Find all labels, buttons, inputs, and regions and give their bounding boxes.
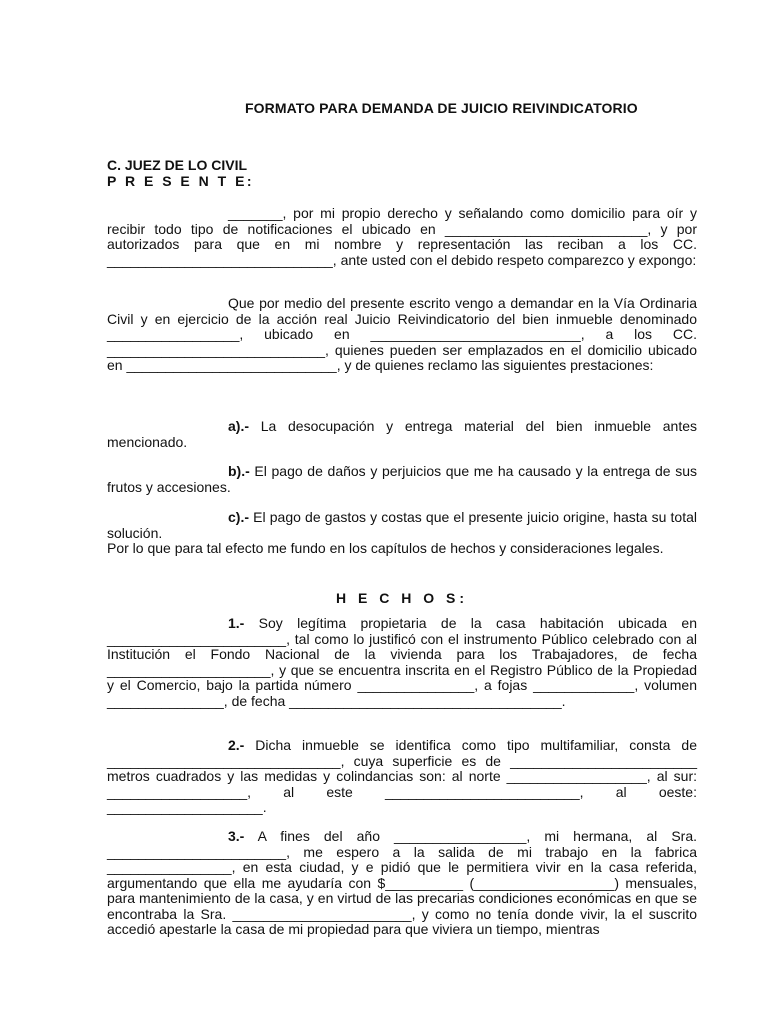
prestacion-c: [107, 510, 697, 541]
hecho-3: [107, 829, 697, 938]
fundamento-paragraph: Por lo que para tal efecto me fundo en los capítulos de hechos y consideraciones legales.: [107, 540, 664, 556]
addressee: C. JUEZ DE LO CIVIL: [107, 157, 248, 173]
demand-paragraph: Que por medio del presente escrito vengo a demandar en la Vía Ordinaria Civil y en ejercicio de la acción real Juicio Reivindicatorio del bien inmueble denominado _________________, ubicado en ___________________________, a los CC. ____________________________, quienes pueden ser emplazados en el domicilio ubicado en ___________________________, y de quienes reclamo las siguientes prestaciones:: [107, 295, 697, 373]
hecho-text: Soy legítima propietaria de la casa habitación ubicada en _______________________, tal como lo justificó con el instrumento Público celebrado con al Institución el Fondo Nacional de la vivienda para los Trabajadores, de fecha _____________________, y que se encuentra inscrita en el Registro Público de la Propiedad y el Comercio, bajo la partida número _______________, a fojas _____________, volumen _______________, de fecha ___________________________________.: [107, 615, 697, 709]
hecho-1: [107, 616, 697, 709]
prestacion-text: El pago de gastos y costas que el presente juicio origine, hasta su total solución.: [107, 509, 697, 541]
prestacion-label: a).-: [228, 418, 249, 434]
hecho-label: 3.-: [228, 828, 245, 844]
prestacion-label: c).-: [228, 509, 249, 525]
prestacion-a: [107, 419, 697, 450]
prestacion-label: b).-: [228, 463, 250, 479]
document-title: FORMATO PARA DEMANDA DE JUICIO REIVINDICATORIO: [245, 100, 638, 116]
prestacion-text: El pago de daños y perjuicios que me ha causado y la entrega de sus frutos y accesiones.: [107, 463, 697, 495]
hecho-text: Dicha inmueble se identifica como tipo multifamiliar, consta de ______________________________, cuya superficie es de ________________________ metros cuadrados y las medidas y colindancias son: al norte __________________, al sur: __________________, al este _________________________, al oeste: ____________________.: [107, 737, 697, 815]
hecho-label: 2.-: [228, 737, 245, 753]
intro-paragraph: _______, por mi propio derecho y señalando como domicilio para oír y recibir todo tipo de notificaciones el ubicado en __________________________, y por autorizados para que en mi nombre y representación las reciban a los CC. _____________________________, ante usted con el debido respeto comparezco y expongo:: [107, 205, 697, 268]
hechos-heading: H E C H O S:: [335, 590, 468, 606]
presente-heading: P R E S E N T E:: [107, 173, 255, 189]
prestacion-text: La desocupación y entrega material del bien inmueble antes mencionado.: [107, 418, 697, 450]
hecho-text: A fines del año _________________, mi hermana, al Sra. _______________________, me espero a la salida de mi trabajo en la fabrica ________________, en esta ciudad, y e pidió que le permitiera vivir en la casa referida, argumentando que ella me ayudaría con $__________ (__________________) mensuales, para mantenimiento de la casa, y en virtud de las precarias condiciones económicas en que se encontraba la Sra. _______________________, y como no tenía donde vivir, la el suscrito accedió apestarle la casa de mi propiedad para que viviera un tiempo, mientras: [107, 828, 697, 937]
prestacion-b: [107, 464, 697, 495]
hecho-label: 1.-: [228, 615, 245, 631]
hecho-2: [107, 738, 697, 816]
